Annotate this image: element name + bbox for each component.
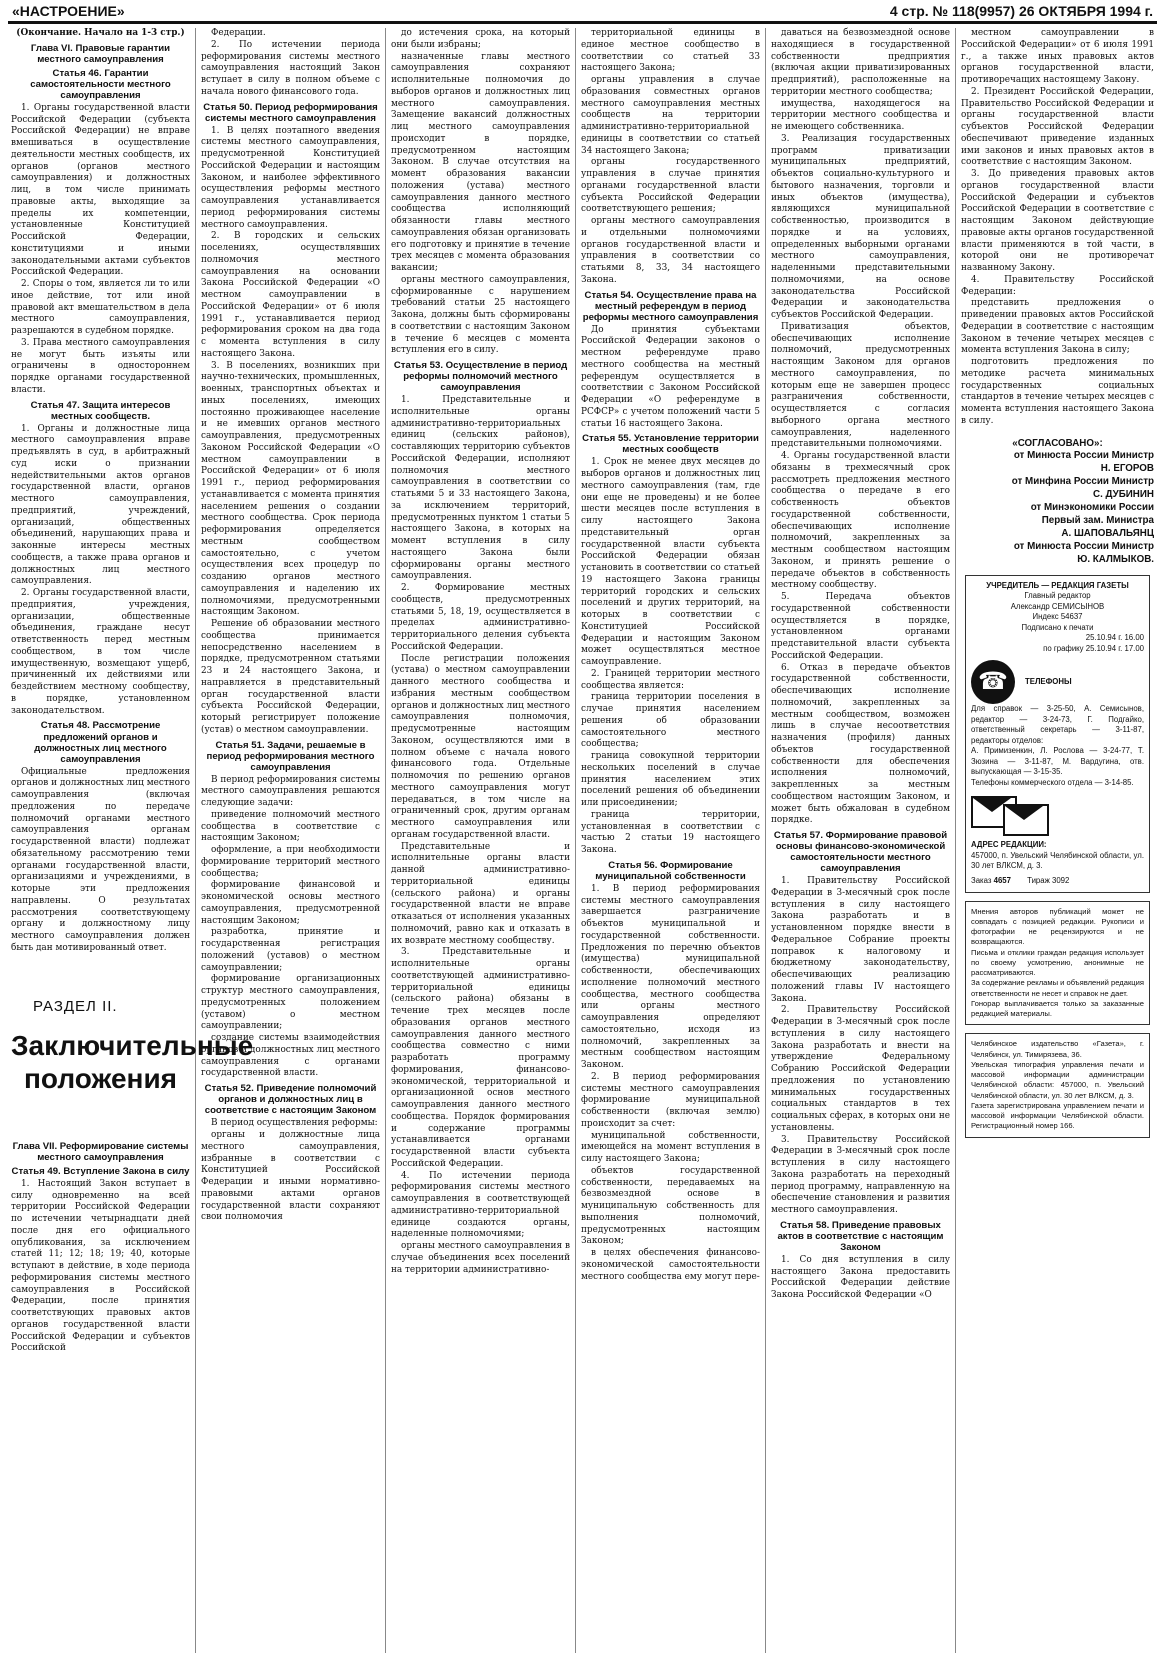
article-heading: Статья 52. Приведение полномочий органов и должностных лиц в соответствие с настоящим Законом	[204, 1083, 377, 1117]
paragraph: 1. Настоящий Закон вступает в силу одновременно на всей территории Российской Федерации по истечении четырнадцати дней после дня его официального опубликования, за исключением статей 11; 12; 18; 19; 40, которые вступают в действие, в ходе периода реформирования системы местного самоуправления в Российской Федерации, после принятия соответствующих правовых актов органов государственной власти Российской Федерации и субъектов Российской	[11, 1178, 190, 1354]
article-heading: Статья 49. Вступление Закона в силу	[11, 1165, 190, 1177]
paragraph: 1. Правительству Российской Федерации в 3-месячный срок после вступления в силу настоящего Закона разработать и в установленном порядке внести в Федеральное Собрание проекты поправок к налоговому и бюджетному законодательству, обеспечивающих реализацию положений главы IV настоящего Закона.	[771, 876, 950, 1004]
article-heading: Статья 53. Осуществление в период реформы полномочий местного самоуправления	[393, 360, 568, 394]
paragraph: приведение полномочий местного сообщества в соответствие с настоящим Законом;	[201, 809, 380, 844]
paragraph: 3. Правительству Российской Федерации в 3-месячный срок после вступления в силу настоящего Закона разработать на переходный период программу, направленную на обеспечение становления и развития местного самоуправления.	[771, 1134, 950, 1216]
approval-heading: «СОГЛАСОВАНО»:	[1012, 437, 1103, 449]
article-heading: Статья 48. Рассмотрение предложений органов и должностных лиц местного самоуправления	[34, 720, 167, 765]
signatory-name: Н. ЕГОРОВ	[1100, 463, 1154, 475]
address-text: 457000, п. Увельский Челябинской области, ул. 30 лет ВЛКСМ, д. 3.	[971, 850, 1144, 871]
paragraph: формирование финансовой и экономической основы местного самоуправления, предусмотренной настоящим Законом;	[201, 880, 380, 926]
paragraph: В период реформирования системы местного самоуправления решаются следующие задачи:	[201, 774, 381, 809]
note: Мнения авторов публикаций может не совпадать с позицией редакции. Рукописи и фотографии не рецензируются и не возвращаются.	[971, 906, 1144, 947]
note: За содержание рекламы и объявлений редакция ответственности не несет и справок не дает.	[971, 978, 1144, 998]
signatory-org: от Минфина России Министр	[1011, 476, 1154, 488]
paragraph: 1. Представительные и исполнительные органы административно-территориальных единиц (сельских районов), составляющих территорию субъектов Российской Федерации, исполняют полномочия местного самоуправления в соответствии со статьями 5 и 33 настоящего Закона, за исключением территорий, предусмотренных пунктом 1 статьи 5 настоящего Закона, в которых на момент вступления в силу настоящего Закона были сформированы органы местного самоуправления.	[391, 395, 570, 582]
index-number: Индекс 54637	[1032, 612, 1083, 622]
paragraph: 3. Права местного самоуправления не могут быть изъяты или ограничены в одностороннем порядке органами государственной власти.	[11, 337, 190, 395]
paragraph: граница территории, установленная в соответствии с частью 2 статьи 19 настоящего Закона.	[581, 809, 760, 856]
imprint-text: Увельская типография управления печати и массовой информации администрации Челябинской области: 457000, п. Увельский Челябинской области, ул. 30 лет ВЛКСМ, д. 3.	[971, 1059, 1144, 1100]
column-4	[576, 28, 766, 1653]
paragraph: оформление, а при необходимости формирование территорий местного сообщества;	[201, 845, 380, 879]
paragraph: территориальной единицы в единое местное сообщество в соответствии со статьей 33 настоящего Закона;	[581, 28, 760, 74]
phones-text: Для справок — 3-25-50, А. Семисынов, редактор — 3-24-73, Г. Подгайко, ответственный секретарь — 3-11-87, редакторы отделов:	[971, 704, 1144, 745]
paragraph: назначенные главы местного самоуправления сохраняют исполнительные полномочия до выборов органов и должностных лиц местного самоуправления. Замещение вакансий должностных лиц местного самоуправления происходит в порядке, предусмотренном настоящим Законом. В случае отсутствия на момент образования вакансии положения (устава) местного самоуправления данного местного сообщества исполняющий обязанности главы местного самоуправления обязан организовать его подготовку и принятие в течение трех месяцев с момента образования вакансии;	[391, 51, 570, 273]
paragraph: органы государственного управления в случае принятия органами государственной власти субъекта Российской Федерации соответствующего решения;	[581, 157, 760, 215]
phones-text: Телефоны коммерческого отдела — 3-14-85.	[971, 777, 1134, 787]
column-3	[386, 28, 576, 1653]
paragraph: В период осуществления реформы:	[211, 1118, 378, 1129]
order-number: 4657	[993, 876, 1011, 885]
section-title: Заключительные положения	[11, 1030, 254, 1094]
paragraph: Представительные и исполнительные органы власти данной административно-территориальной единицы (сельского района) и органы государственной власти не вправе отказаться от исполнения указанных полномочий, равно как и отказать в их возврате местному сообществу.	[391, 841, 570, 946]
paragraph: 2. По истечении периода реформирования системы местного самоуправления настоящий Закон вступает в силу в полном объеме с начала нового финансового года.	[201, 39, 380, 97]
signatory-org: от Минюста России Министр	[1013, 450, 1154, 462]
column-1	[6, 28, 254, 1653]
signatory-name: С. ДУБИНИН	[1093, 489, 1154, 501]
issue-info: 4 стр. № 118(9957) 26 ОКТЯБРЯ 1994 г.	[889, 3, 1153, 19]
phones-text: А. Примизенкин, Л. Рослова — 3-24-77, Т. Зюзина — 3-11-87, М. Вардугина, отв. выпускающая — 3-15-35.	[971, 746, 1144, 777]
chapter-heading: Глава VI. Правовые гарантии местного самоуправления	[30, 42, 171, 65]
imprint-text: Газета зарегистрирована управлением печати и массовой информации Челябинской области. Регистрационный номер 166.	[971, 1100, 1144, 1131]
article-heading: Статья 57. Формирование правовой основы финансово-экономической самостоятельности местного самоуправления	[773, 830, 948, 875]
editor-label: Главный редактор	[1024, 591, 1091, 601]
phones-label: ТЕЛЕФОНЫ	[1025, 677, 1072, 687]
column-2	[196, 28, 386, 1653]
address-header	[971, 796, 1144, 836]
founder-label: УЧРЕДИТЕЛЬ — РЕДАКЦИЯ ГАЗЕТЫ	[986, 580, 1129, 590]
editorial-notes-box	[965, 901, 1150, 1026]
article-columns	[6, 28, 1159, 1653]
sign-time: 25.10.94 г. 16.00	[1085, 633, 1144, 643]
paragraph: Официальные предложения органов и должностных лиц местного самоуправления (включая предложения по передаче полномочий органами местного самоуправления органам государственной власти) подлежат обязательному рассмотрению теми органами государственной власти, организациями и учреждениями, в которые эти предложения направлены. О результатах рассмотрения соответствующему органу и должностному лицу местного самоуправления должен быть дан мотивированный ответ.	[11, 766, 190, 953]
column-5	[766, 28, 956, 1653]
paragraph: 4. Органы государственной власти обязаны в трехмесячный срок рассмотреть предложения местного сообщества о передаче в его собственность объектов государственной собственности, обеспечивающих исполнение полномочий, закрепленных за местным сообществом настоящим Законом, и принять решение о передаче объектов в собственность местному сообществу.	[771, 451, 950, 591]
article-heading: Статья 51. Задачи, решаемые в период реформирования местного самоуправления	[206, 739, 375, 773]
note: Гонорар выплачивается только за заказанные редакцией материалы.	[971, 998, 1144, 1019]
article-heading: Статья 47. Защита интересов местных сообществ.	[30, 399, 171, 422]
signatory-position: Первый зам. Министра	[1041, 515, 1154, 527]
paragraph: 2. В городских и сельских поселениях, осуществлявших полномочия местного самоуправления на основании Закона Российской Федерации «О местном самоуправлении в Российской Федерации» от 6 июля 1991 г., устанавливается период реформирования сроком на два года с момента вступления в силу настоящего Закона.	[201, 231, 380, 359]
print-run: Тираж 3092	[1027, 876, 1070, 885]
imprint-box	[965, 1033, 1150, 1137]
paragraph: 1. Органы государственной власти Российской Федерации (субъекта Российской Федерации) не вправе вмешиваться в осуществление деятельности местных сообществ, их органов (органов местного самоуправления) и должностных лиц, в том числе принимать правовые акты, выходящие за пределы их компетенции, установленные Конституцией Российской Федерации, конституциями и иными законодательными актами субъектов Российской Федерации.	[11, 102, 190, 278]
phones-header	[971, 660, 1144, 704]
paragraph: имущества, находящегося на территории местного сообщества и не имеющего собственника.	[771, 98, 950, 132]
signatory-org: от Минэкономики России	[1030, 502, 1154, 514]
paragraph: Федерации.	[211, 28, 266, 38]
paragraph: до истечения срока, на который они были избраны;	[391, 28, 570, 50]
paragraph: муниципальной собственности, имеющейся на момент вступления в силу настоящего Закона;	[581, 1130, 760, 1165]
article-heading: Статья 54. Осуществление права на местный референдум в период реформы местного самоуправления	[582, 289, 759, 323]
continuation-note: (Окончание. Начало на 1-3 стр.)	[16, 28, 185, 38]
signatory-org: от Минюста России Министр	[1013, 540, 1154, 552]
paragraph: формирование организационных структур местного самоуправления, предусмотренных положением (уставом) о местном самоуправлении;	[201, 974, 380, 1032]
paragraph: даваться на безвозмездной основе находящиеся в государственной собственности предприятия (включая акции приватизированных предприятий), расположенные на территории местного сообщества;	[771, 28, 950, 97]
paragraph: 2. Президент Российской Федерации, Правительство Российской Федерации и органы государственной власти субъектов Российской Федерации обеспечивают приведение изданных ими законов и иных правовых актов в соответствие с настоящим Законом.	[961, 86, 1154, 168]
paragraph: в целях обеспечения финансово-экономической самостоятельности местного сообщества ему могут пере-	[581, 1248, 760, 1282]
paragraph: 2. Споры о том, является ли то или иное действие, тот или иной правовой акт вмешательством в дела местного самоуправления, разрешаются в судебном порядке.	[11, 279, 190, 337]
paragraph: местном самоуправлении в Российской Федерации» от 6 июля 1991 г., а также иных правовых актов органов государственной власти, противоречащих настоящему Закону.	[961, 28, 1154, 85]
section-label: РАЗДЕЛ II.	[33, 997, 118, 1015]
paragraph: подготовить предложения по методике расчета минимальных государственных социальных стандартов в течение четырех месяцев с момента вступления настоящего Закона в силу.	[961, 357, 1154, 426]
chapter-heading: Глава VII. Реформирование системы местного самоуправления	[12, 1140, 189, 1163]
paragraph: 2. Правительству Российской Федерации в 3-месячный срок после вступления в силу настоящего Закона разработать и внести на утверждение Федеральному Собранию Российской Федерации предложения по установлению минимальных государственных социальных стандартов в тех социальных сферах, в которых они не установлены.	[771, 1005, 950, 1133]
article-heading: Статья 58. Приведение правовых актов в соответствие с настоящим Законом	[777, 1219, 944, 1253]
paragraph: 1. В целях поэтапного введения системы местного самоуправления, предусмотренной Конституцией Российской Федерации и настоящим Законом, и наиболее эффективного осуществления реформы местного самоуправления устанавливается период реформирования системы местного самоуправления.	[201, 125, 380, 230]
signed-label: Подписано к печати	[1021, 622, 1094, 632]
imprint-text: Челябинское издательство «Газета», г. Челябинск, ул. Тимирязева, 36.	[971, 1039, 1144, 1059]
address-label: АДРЕС РЕДАКЦИИ:	[971, 840, 1047, 850]
masthead	[8, 2, 1157, 24]
paragraph: органы управления в случае образования совместных органов местного самоуправления местных сообществ на территории административно-территориальной единицы в соответствии со статьей 34 настоящего Закона;	[581, 75, 760, 156]
approval-signatures	[961, 438, 1154, 567]
order-line	[971, 876, 1144, 887]
editorial-info-box	[965, 575, 1150, 893]
paragraph: органы местного самоуправления, сформированные с нарушением требований статьи 25 настоящего Закона, должны быть сформированы в соответствии с настоящим Законом в течение 6 месяцев с момента вступления его в силу.	[391, 274, 570, 356]
paragraph: объектов государственной собственности, передаваемых на безвозмездной основе в муниципальную собственность для выполнения полномочий, предусмотренных настоящим Законом;	[581, 1165, 760, 1247]
paragraph: 3. До приведения правовых актов органов государственной власти Российской Федерации и субъектов Российской Федерации в соответствие с настоящим Законом действующие правовые акты органов государственной власти применяются в той части, в которой они не противоречат названному Закону.	[961, 169, 1154, 273]
signatory-name: А. ШАПОВАЛЬЯНЦ	[1061, 527, 1154, 539]
paragraph: До принятия субъектами Российской Федерации законов о местном референдуме право местного сообщества на местный референдум осуществляется в соответствии с Законом Российской Федерации «О референдуме в РСФСР» с учетом положений части 5 статьи 16 настоящего Закона.	[581, 324, 760, 429]
editor-name: Александр СЕМИСЫНОВ	[1010, 601, 1105, 611]
newspaper-name: «НАСТРОЕНИЕ»	[12, 3, 125, 19]
paragraph: органы и должностные лица местного самоуправления, избранные в соответствии с Конституцией Российской Федерации и иными нормативно-правовыми актами органов государственной власти сохраняют свои полномочия	[201, 1130, 380, 1223]
paragraph: граница территории поселения в случае принятия населением решения об образовании самостоятельного местного сообщества;	[581, 692, 760, 750]
paragraph: 3. Реализация государственных программ приватизации муниципальных предприятий, объектов социально-культурного и бытового назначения, торговли и иных объектов (имущества), являющихся муниципальной собственностью, производится в порядке и на условиях, определенных выборными органами местного самоуправления, наделенными представительными полномочиями, на основе законодательства Российской Федерации и законодательства субъектов Российской Федерации.	[771, 133, 950, 320]
paragraph: Решение об образовании местного сообщества принимается непосредственно населением в порядке, предусмотренном статьями 23 и 24 настоящего Закона, и направляется в представительный орган государственной власти субъекта Российской Федерации, который регистрирует положение (устав) о местном самоуправлении.	[201, 619, 380, 735]
paragraph: 1. Органы и должностные лица местного самоуправления вправе предъявлять в суд, в арбитражный суд иски о признании недействительными актов органов государственной власти, органов местного самоуправления, предприятий, учреждений, организаций, общественных объединений, нарушающих права и законные интересы местных сообществ, а также права органов и должностных лиц местного самоуправления.	[11, 423, 190, 587]
paragraph: органы местного самоуправления и отдельными полномочиями органов государственной власти и управления в соответствии со статьями 8, 33, 34 настоящего Закона.	[581, 216, 760, 285]
paragraph: создание системы взаимодействия органов и должностных лиц местного самоуправления с органами государственной власти.	[201, 1033, 380, 1079]
paragraph: Приватизация объектов, обеспечивающих исполнение полномочий, предусмотренных настоящим Законом для органов местного самоуправления, по которым еще не завершен процесс разграничения собственности, осуществляется с согласия выборного органа местного самоуправления, наделенного представительными полномочиями.	[771, 321, 950, 450]
note: Письма и отклики граждан редакция использует по своему усмотрению, анонимные не рассматриваются.	[971, 947, 1144, 978]
envelope-icon	[1003, 804, 1049, 836]
paragraph: 3. В поселениях, возникших при научно-технических, промышленных, военных, транспортных объектах и иных поселениях, имеющих постоянно проживающее население и не имевших органов местного самоуправления, предусмотренных Законом Российской Федерации «О местном самоуправлении в Российской Федерации» от 6 июля 1991 г., период реформирования устанавливается с момента принятия населением решения о создании местного сообщества. Срок периода реформирования определяется местным сообществом самостоятельно, с учетом осуществления всех процедур по созданию органов местного самоуправления и наделению их полномочиями, предусмотренными настоящим Законом.	[201, 360, 380, 618]
paragraph: 5. Передача объектов государственной собственности осуществляется в порядке, установленном органами представительной власти субъекта Российской Федерации.	[771, 592, 950, 661]
article-heading: Статья 55. Установление территории местных сообществ	[582, 433, 759, 456]
paragraph: органы местного самоуправления в случае объединения всех поселений на территории административно-	[391, 1241, 570, 1275]
paragraph: 3. Представительные и исполнительные органы соответствующей административно-территориальной единицы (сельского района) обязаны в течение трех месяцев после образования органов местного самоуправления данного местного сообщества совместно с ними разработать программу формирования, финансово-экономической, территориальной и организационной основ местного самоуправления данного местного сообщества. Порядок формирования и содержание программы устанавливается органами государственной власти субъекта Российской Федерации.	[391, 947, 570, 1169]
paragraph: 6. Отказ в передаче объектов государственной собственности, обеспечивающих исполнение полномочий, закрепленных за местным сообществом, возможен лишь в случае несоответствия назначения (профиля) данных объектов государственной собственности для обеспечения исполнения полномочий, закрепленных за местным сообществом настоящим Законом, и может быть обжалован в судебном порядке.	[771, 662, 950, 826]
paragraph: 1. В период реформирования системы местного самоуправления завершается разграничение объектов муниципальной и государственной собственности. Предложения по перечню объектов (имущества) муниципальной собственности, обеспечивающих исполнение полномочий местного сообщества, местного сообщества или органы местного самоуправления определяют самостоятельно, исходя из полномочий, закрепленных за местным сообществом настоящим Законом.	[581, 883, 760, 1071]
paragraph: 4. По истечении периода реформирования системы местного самоуправления в соответствующей административно-территориальной единице создаются органы, наделенные полномочиями;	[391, 1170, 570, 1240]
paragraph: 2. Формирование местных сообществ, предусмотренных статьями 5, 18, 19, осуществляется в пределах административно-территориального деления субъекта Российской Федерации.	[391, 583, 570, 652]
paragraph: После регистрации положения (устава) о местном самоуправлении данного местного сообщества и избрания местным сообществом органов и должностных лиц местного самоуправления полномочия, предусмотренные настоящим Законом, осуществляются ими в полном объеме с начала нового финансового года. Отдельные полномочия по решению органов местного самоуправления могут передаваться, в том числе на ограниченный срок, другим органам местного самоуправления или органам государственной власти.	[391, 653, 570, 840]
paragraph: граница совокупной территории нескольких поселений в случае принятия населением этих поселений решения об объединении или присоединении;	[581, 751, 760, 809]
column-6	[956, 28, 1159, 1653]
sign-time-schedule: по графику 25.10.94 г. 17.00	[1043, 643, 1144, 653]
paragraph: 2. Органы государственной власти, предприятия, учреждения, организации, общественные объединения, граждане несут ответственность перед местным сообществом, в том числе имущественную, возмещают ущерб, причиненный их действиями или бездействием местному сообществу, в порядке, установленном законодательством.	[11, 588, 190, 716]
article-heading: Статья 46. Гарантии самостоятельности местного самоуправления	[30, 67, 171, 101]
paragraph: 1. Срок не менее двух месяцев до выборов органов и должностных лиц местного самоуправления (там, где они еще не проведены) и не более шести месяцев после вступления в силу настоящего Закона представительный орган государственной власти субъекта Российской Федерации обязан установить в соответствии со статьей 19 настоящего Закона границы территорий городских и сельских поселений и других территорий, на которых в соответствии с Конституцией Российской Федерации и настоящим Законом может осуществляться местное самоуправление.	[581, 457, 760, 668]
paragraph: 2. Границей территории местного сообщества является:	[581, 668, 760, 691]
paragraph: разработка, принятие и государственная регистрация положений (уставов) о местном самоуправлении;	[201, 927, 380, 973]
signatory-name: Ю. КАЛМЫКОВ.	[1077, 553, 1154, 565]
paragraph: 2. В период реформирования системы местного самоуправления формирование муниципальной собственности (включая землю) происходит за счет:	[581, 1071, 760, 1129]
paragraph: 4. Правительству Российской Федерации:	[961, 274, 1154, 297]
paragraph: 1. Со дня вступления в силу настоящего Закона предоставить Российской Федерации действие Закона Российской Федерации «О	[771, 1254, 950, 1301]
article-heading: Статья 56. Формирование муниципальной собственности	[595, 859, 746, 882]
article-heading: Статья 50. Период реформирования системы местного самоуправления	[203, 101, 378, 124]
telephone-icon: ☎	[971, 660, 1015, 704]
paragraph: представить предложения о приведении правовых актов Российской Федерации в соответствие с настоящим Законом в течение четырех месяцев с момента вступления Закона в силу;	[961, 298, 1154, 356]
order-label: Заказ	[971, 876, 992, 885]
